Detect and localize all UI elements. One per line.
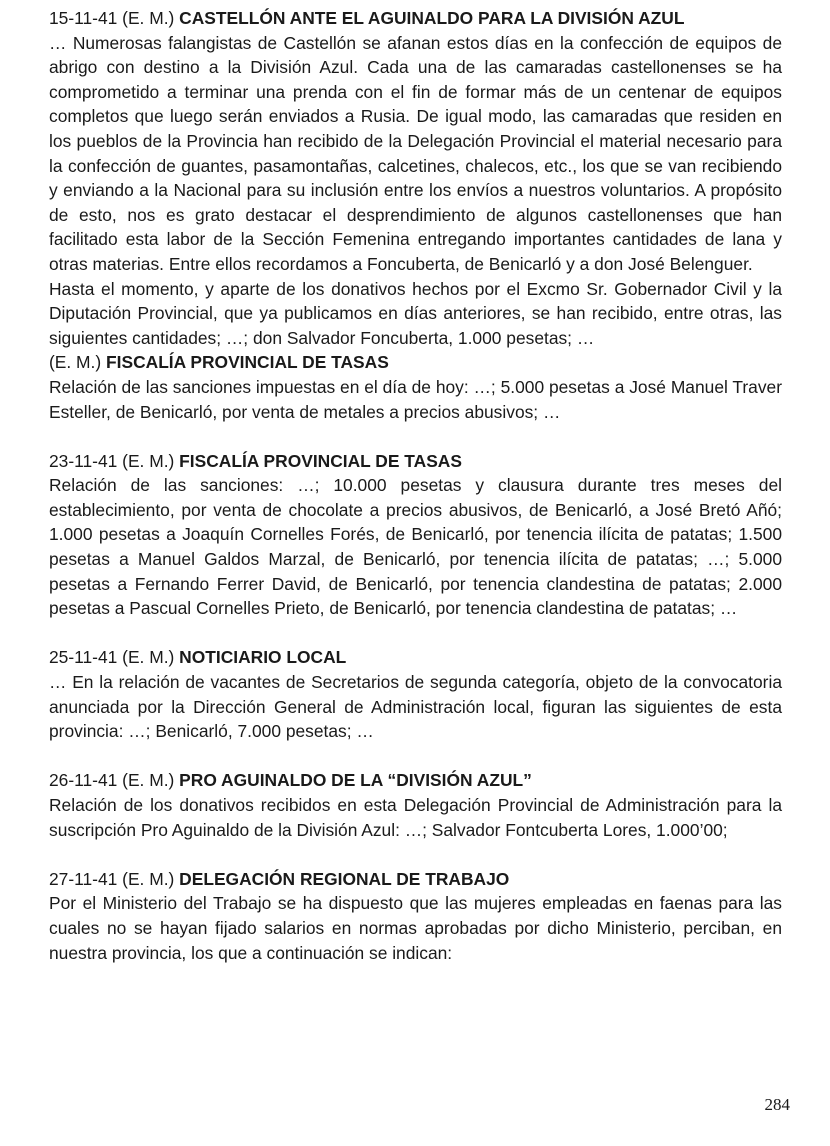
- news-entry: [49, 867, 782, 965]
- entry-heading: [49, 768, 782, 793]
- entry-heading: [49, 449, 782, 474]
- page-number: 284: [764, 1095, 790, 1114]
- entry-paragraph: … En la relación de vacantes de Secretarios de segunda categoría, objeto de la convocatoria anunciada por la Dirección General de Administración local, figuran las siguientes de esta provincia: …; Benicarló, 7.000 pesetas; …: [49, 672, 782, 742]
- entry-date: 27-11-41 (E. M.): [49, 868, 175, 889]
- entry-date: 26-11-41 (E. M.): [49, 770, 175, 791]
- document-page: [49, 6, 782, 990]
- entry-paragraph: Hasta el momento, y aparte de los donativos hechos por el Excmo Sr. Gobernador Civil y la Diputación Provincial, que ya publicamos en días anteriores, se han recibido, entre otras, las siguientes cantidades; …; don Salvador Foncuberta, 1.000 pesetas; …: [49, 278, 782, 348]
- entry-title: FISCALÍA PROVINCIAL DE TASAS: [179, 450, 462, 471]
- entry-heading: [49, 867, 782, 892]
- entry-title: NOTICIARIO LOCAL: [179, 647, 347, 668]
- entry-date: 23-11-41 (E. M.): [49, 450, 175, 471]
- news-entry: [49, 768, 782, 842]
- news-entry: [49, 449, 782, 621]
- entry-title: FISCALÍA PROVINCIAL DE TASAS: [106, 352, 389, 373]
- entry-title: PRO AGUINALDO DE LA “DIVISIÓN AZUL”: [179, 770, 532, 791]
- news-entry: [49, 645, 782, 743]
- entry-title: CASTELLÓN ANTE EL AGUINALDO PARA LA DIVISIÓN AZUL: [179, 8, 685, 28]
- entry-heading: [49, 6, 782, 31]
- entry-paragraph: Por el Ministerio del Trabajo se ha dispuesto que las mujeres empleadas en faenas para las cuales no se hayan fijado salarios en normas aprobadas por dicho Ministerio, perciban, en nuestra provincia, los que a continuación se indican:: [49, 893, 782, 963]
- entry-heading: [49, 645, 782, 670]
- entry-date: 25-11-41 (E. M.): [49, 647, 175, 668]
- entry-paragraph: … Numerosas falangistas de Castellón se afanan estos días en la confección de equipos de abrigo con destino a la División Azul. Cada una de las camaradas castellonenses se ha comprometido a terminar una prenda con el fin de formar más de un centenar de equipos completos que luego serán enviados a Rusia. De igual modo, las camaradas que residen en los pueblos de la Provincia han recibido de la Delegación Provincial el material necesario para la confección de guantes, pasamontañas, calcetines, chalecos, etc., los que se van recibiendo y enviando a la Nacional para su inclusión entre los envíos a nuestros voluntarios. A propósito de esto, nos es grato destacar el desprendimiento de algunos castellonenses que han facilitado esta labor de la Sección Femenina entregando importantes cantidades de lana y otras materias. Entre ellos recordamos a Foncuberta, de Benicarló y a don José Belenguer.: [49, 32, 782, 274]
- entry-title: DELEGACIÓN REGIONAL DE TRABAJO: [179, 868, 510, 889]
- news-entry: [49, 350, 782, 424]
- entry-date: (E. M.): [49, 352, 102, 373]
- entry-paragraph: Relación de los donativos recibidos en esta Delegación Provincial de Administración para la suscripción Pro Aguinaldo de la División Azul: …; Salvador Fontcuberta Lores, 1.000’00;: [49, 795, 782, 840]
- entry-paragraph: Relación de las sanciones: …; 10.000 pesetas y clausura durante tres meses del establecimiento, por venta de chocolate a precios abusivos, de Benicarló, a José Bretó Añó; 1.000 pesetas a Joaquín Cornelles Forés, de Benicarló, por tenencia ilícita de patatas; 1.500 pesetas a Manuel Galdos Marzal, de Benicarló, por tenencia ilícita de patatas; …; 5.000 pesetas a Fernando Ferrer David, de Benicarló, por tenencia clandestina de patatas; 2.000 pesetas a Pascual Cornelles Prieto, de Benicarló, por tenencia clandestina de patatas; …: [49, 475, 782, 619]
- news-entry: [49, 6, 782, 350]
- entry-date: 15-11-41 (E. M.): [49, 8, 175, 28]
- entry-paragraph: Relación de las sanciones impuestas en el día de hoy: …; 5.000 pesetas a José Manuel Traver Esteller, de Benicarló, por venta de metales a precios abusivos; …: [49, 376, 782, 422]
- entry-heading: [49, 350, 782, 375]
